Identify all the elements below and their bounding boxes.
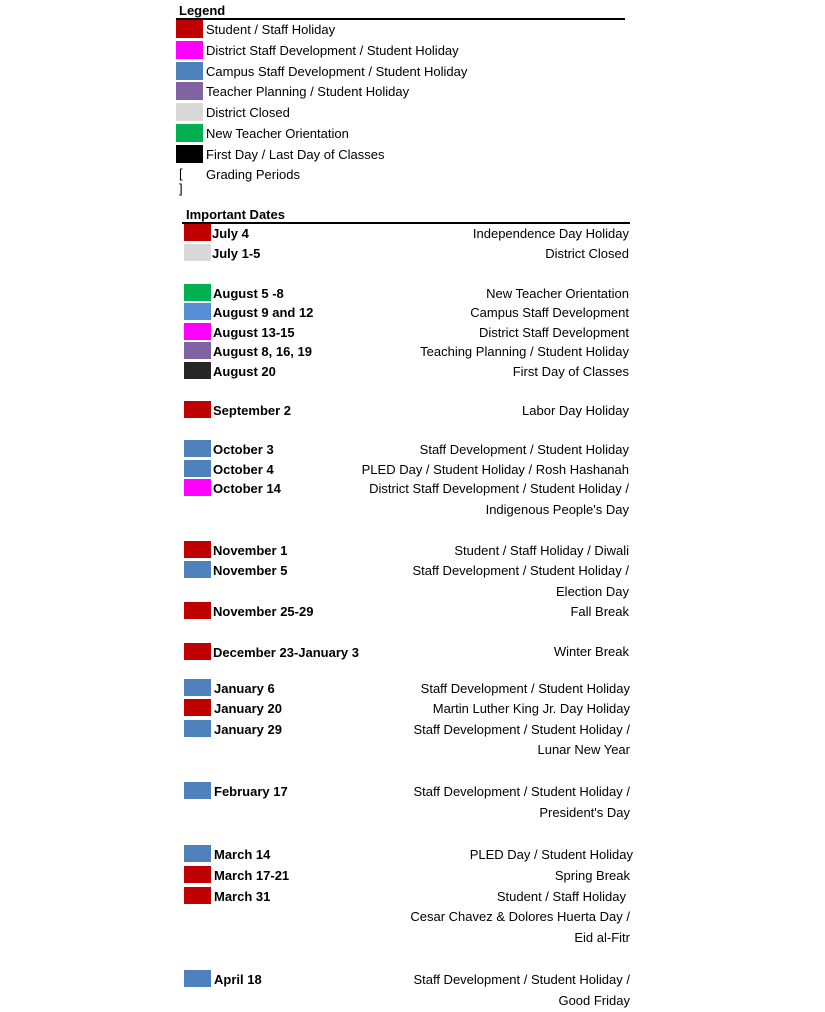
campus-staff-dev-swatch-icon: [184, 561, 211, 578]
holiday-swatch-icon: [176, 20, 203, 38]
date-label: January 29: [214, 722, 282, 737]
district-closed-swatch-icon: [176, 103, 203, 121]
date-row-august-9-12: [184, 303, 632, 323]
date-row-september-2: [184, 401, 632, 421]
date-label: October 14: [213, 481, 281, 496]
date-description: District Staff Development / Student Holiday /: [369, 481, 629, 496]
holiday-swatch-icon: [184, 401, 211, 418]
date-description: First Day of Classes: [512, 364, 629, 379]
district-staff-dev-swatch-icon: [184, 323, 211, 340]
date-description: Spring Break: [554, 868, 630, 883]
date-description: District Staff Development: [478, 325, 629, 340]
date-label: January 20: [214, 701, 282, 716]
date-row-july-1-5: [184, 244, 632, 264]
date-description-continued: Election Day: [556, 584, 629, 599]
date-row-august-8-16-19: [184, 342, 632, 362]
date-row-january-6: [184, 679, 632, 699]
date-row-january-20: [184, 699, 632, 719]
date-description: Martin Luther King Jr. Day Holiday: [432, 701, 630, 716]
date-description-continued: Lunar New Year: [537, 742, 630, 757]
date-row-march-17-21: [184, 866, 632, 886]
date-row-march-31: [184, 887, 632, 949]
district-staff-dev-swatch-icon: [176, 41, 203, 59]
date-row-november-25-29: [184, 602, 632, 622]
campus-staff-dev-swatch-icon: [184, 782, 211, 799]
teacher-planning-swatch-icon: [184, 342, 211, 359]
legend-label: District Staff Development / Student Holiday: [206, 43, 459, 58]
date-label: December 23-January 3: [213, 645, 359, 660]
holiday-swatch-icon: [184, 866, 211, 883]
date-description: PLED Day / Student Holiday: [469, 847, 633, 862]
date-description: Staff Development / Student Holiday /: [412, 563, 629, 578]
legend-label: Teacher Planning / Student Holiday: [206, 84, 410, 99]
date-label: March 17-21: [214, 868, 290, 883]
district-closed-swatch-icon: [184, 244, 211, 261]
date-row-december-23-january-3: [184, 643, 632, 663]
date-label: November 1: [213, 543, 288, 558]
date-label: October 4: [213, 462, 274, 477]
date-label: October 3: [213, 442, 274, 457]
district-staff-dev-swatch-icon: [184, 479, 211, 496]
date-description: Staff Development / Student Holiday /: [413, 972, 630, 987]
holiday-swatch-icon: [184, 887, 211, 904]
campus-staff-dev-swatch-icon: [184, 303, 211, 320]
date-label: March 14: [214, 847, 271, 862]
date-label: August 5 -8: [213, 286, 284, 301]
date-label: January 6: [214, 681, 275, 696]
date-description: Labor Day Holiday: [522, 403, 629, 418]
date-row-november-1: [184, 541, 632, 561]
date-description: Fall Break: [570, 604, 629, 619]
date-label: July 1-5: [212, 246, 261, 261]
campus-staff-dev-swatch-icon: [184, 460, 211, 477]
orientation-swatch-icon: [184, 284, 211, 301]
date-label: September 2: [213, 403, 292, 418]
date-label: November 25-29: [213, 604, 314, 619]
campus-staff-dev-swatch-icon: [184, 679, 211, 696]
date-description-continued: Cesar Chavez & Dolores Huerta Day /: [410, 909, 630, 924]
date-label: July 4: [212, 226, 249, 241]
holiday-swatch-icon: [184, 699, 211, 716]
date-description: New Teacher Orientation: [486, 286, 629, 301]
campus-staff-dev-swatch-icon: [184, 845, 211, 862]
date-row-october-4: [184, 460, 632, 480]
date-description: District Closed: [545, 246, 629, 261]
date-description: Campus Staff Development: [470, 305, 629, 320]
legend-label: Grading Periods: [206, 167, 300, 182]
legend-title: Legend: [179, 3, 226, 18]
date-description: Independence Day Holiday: [472, 226, 629, 241]
date-description: Staff Development / Student Holiday: [419, 442, 629, 457]
date-row-april-18: [184, 970, 632, 1012]
bracket-icon: [ ]: [179, 166, 187, 196]
holiday-swatch-icon: [184, 541, 211, 558]
date-label: April 18: [214, 972, 262, 987]
date-label: August 8, 16, 19: [213, 344, 312, 359]
date-label: August 13-15: [213, 325, 295, 340]
date-row-august-5-8: [184, 284, 632, 304]
date-description: Winter Break: [553, 644, 629, 659]
date-row-october-14: [184, 479, 632, 521]
date-row-february-17: [184, 782, 632, 824]
campus-staff-dev-swatch-icon: [184, 440, 211, 457]
first-last-day-swatch-icon: [176, 145, 203, 163]
legend-label: New Teacher Orientation: [206, 126, 349, 141]
campus-staff-dev-swatch-icon: [184, 970, 211, 987]
holiday-swatch-icon: [184, 602, 211, 619]
date-row-august-20: [184, 362, 632, 382]
date-label: November 5: [213, 563, 288, 578]
legend-rule: [176, 18, 625, 20]
date-description: PLED Day / Student Holiday / Rosh Hashanah: [361, 462, 629, 477]
date-row-october-3: [184, 440, 632, 460]
date-description: Staff Development / Student Holiday /: [413, 784, 630, 799]
date-row-march-14: [184, 845, 632, 865]
orientation-swatch-icon: [176, 124, 203, 142]
date-row-august-13-15: [184, 323, 632, 343]
date-label: August 9 and 12: [213, 305, 314, 320]
holiday-swatch-icon: [184, 224, 211, 241]
campus-staff-dev-swatch-icon: [176, 62, 203, 80]
date-description-continued: Indigenous People's Day: [485, 502, 629, 517]
holiday-swatch-icon: [184, 643, 211, 660]
date-label: March 31: [214, 889, 271, 904]
date-description: Teaching Planning / Student Holiday: [420, 344, 629, 359]
important-dates-title: Important Dates: [186, 207, 285, 222]
legend-label: First Day / Last Day of Classes: [206, 147, 385, 162]
date-description: Student / Staff Holiday / Diwali: [454, 543, 629, 558]
date-description-continued: President's Day: [539, 805, 630, 820]
date-description: Staff Development / Student Holiday: [420, 681, 630, 696]
date-description: Staff Development / Student Holiday /: [413, 722, 630, 737]
campus-staff-dev-swatch-icon: [184, 720, 211, 737]
date-description-continued: Good Friday: [558, 993, 630, 1008]
date-label: February 17: [214, 784, 288, 799]
date-description: Student / Staff Holiday: [496, 889, 626, 904]
date-row-november-5: [184, 561, 632, 603]
teacher-planning-swatch-icon: [176, 82, 203, 100]
first-day-swatch-icon: [184, 362, 211, 379]
date-row-january-29: [184, 720, 632, 762]
legend-label: District Closed: [206, 105, 290, 120]
date-row-july-4: [184, 224, 632, 244]
date-label: August 20: [213, 364, 276, 379]
legend-label: Campus Staff Development / Student Holiday: [206, 64, 468, 79]
legend-label: Student / Staff Holiday: [206, 22, 336, 37]
date-description-continued: Eid al-Fitr: [574, 930, 630, 945]
